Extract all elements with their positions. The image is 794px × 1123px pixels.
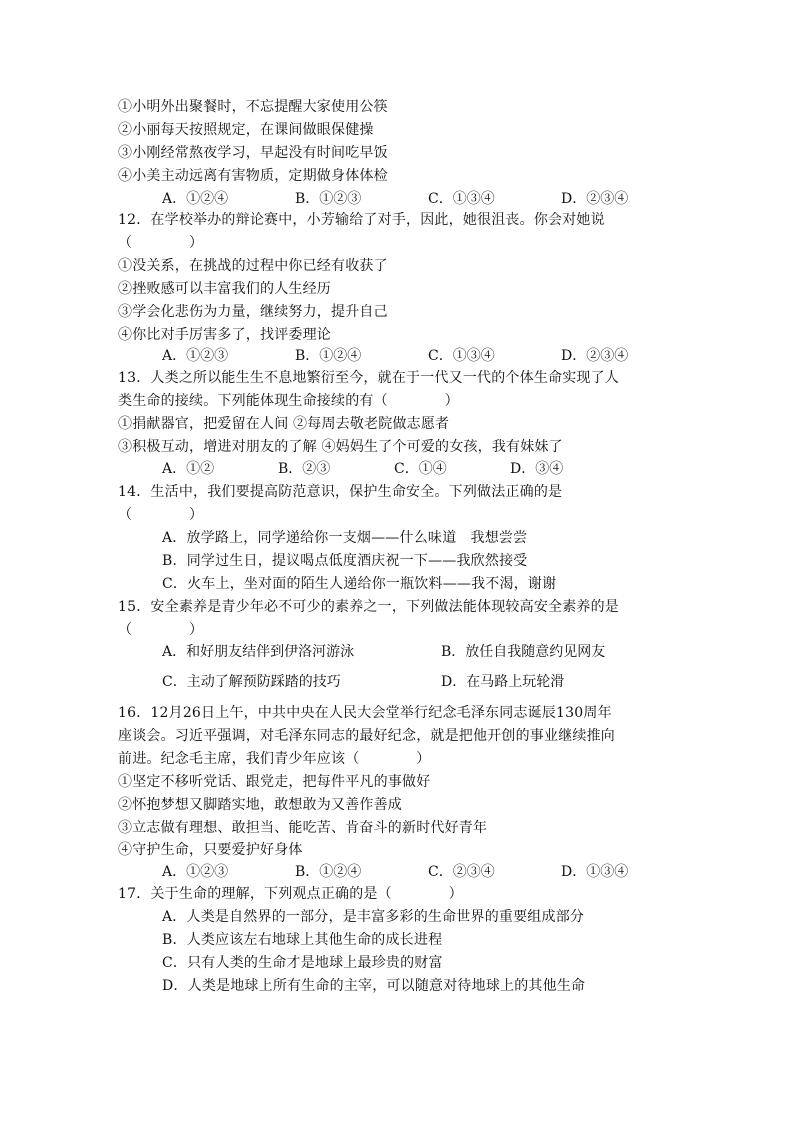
q12-item-3: ③学会化悲伤为力量，继续努力，提升自己 bbox=[118, 304, 388, 320]
q16-item-4: ④守护生命，只要爱护好身体 bbox=[118, 842, 303, 858]
q16-option-a: A．①②③ bbox=[162, 864, 229, 880]
q13-option-d: D．③④ bbox=[510, 461, 564, 477]
q15-option-b: B．放任自我随意约见网友 bbox=[441, 644, 606, 660]
q14-answer-blank: （ ） bbox=[118, 507, 204, 523]
q16-stem-line-2: 座谈会。习近平强调，对毛泽东同志的最好纪念，就是把他开创的事业继续推向 bbox=[118, 728, 615, 744]
q12-item-4: ④你比对手厉害多了，找评委理论 bbox=[118, 327, 331, 343]
q13-option-c: C．①④ bbox=[394, 461, 447, 477]
q13-stem-line-1: 13．人类之所以能生生不息地繁衍至今，就在于一代又一代的个体生命实现了人 bbox=[118, 370, 620, 386]
q13-stem-line-2: 类生命的接续。下列能体现生命接续的有（ ） bbox=[118, 393, 459, 409]
q13-items-line-1: ①捐献器官，把爱留在人间 ②每周去敬老院做志愿者 bbox=[118, 416, 450, 432]
q16-option-d: D．①③④ bbox=[561, 864, 629, 880]
q15-answer-blank: （ ） bbox=[118, 622, 204, 638]
q16-option-c: C．②③④ bbox=[428, 864, 495, 880]
q11-option-b: B．①②③ bbox=[295, 191, 362, 207]
q11-option-c: C．①③④ bbox=[428, 191, 495, 207]
q11-item-1: ①小明外出聚餐时，不忘提醒大家使用公筷 bbox=[118, 99, 388, 115]
q14-option-b: B．同学过生日，提议喝点低度酒庆祝一下——我欣然接受 bbox=[162, 553, 528, 569]
q16-item-2: ②怀抱梦想又脚踏实地，敢想敢为又善作善成 bbox=[118, 797, 402, 813]
q12-option-a: A．①②③ bbox=[162, 348, 229, 364]
q13-option-a: A．①② bbox=[162, 461, 215, 477]
q12-answer-blank: （ ） bbox=[118, 235, 204, 251]
q17-option-c: C．只有人类的生命才是地球上最珍贵的财富 bbox=[162, 955, 443, 971]
q12-option-b: B．①②④ bbox=[295, 348, 362, 364]
q17-option-d: D．人类是地球上所有生命的主宰，可以随意对待地球上的其他生命 bbox=[162, 978, 586, 994]
q15-option-c: C．主动了解预防踩踏的技巧 bbox=[162, 674, 341, 690]
q12-stem-line-1: 12．在学校举办的辩论赛中，小芳输给了对手，因此，她很沮丧。你会对她说 bbox=[118, 212, 605, 228]
q12-option-d: D．②③④ bbox=[561, 348, 629, 364]
q13-option-b: B．②③ bbox=[278, 461, 331, 477]
q15-option-d: D．在马路上玩轮滑 bbox=[441, 674, 565, 690]
q14-option-a: A．放学路上，同学递给你一支烟——什么味道 我想尝尝 bbox=[162, 530, 528, 546]
q12-item-2: ②挫败感可以丰富我们的人生经历 bbox=[118, 281, 331, 297]
q15-option-a: A．和好朋友结伴到伊洛河游泳 bbox=[162, 644, 355, 660]
q13-items-line-2: ③积极互动，增进对朋友的了解 ④妈妈生了个可爱的女孩，我有妹妹了 bbox=[118, 439, 563, 455]
q17-option-a: A．人类是自然界的一部分，是丰富多彩的生命世界的重要组成部分 bbox=[162, 909, 585, 925]
q17-stem: 17．关于生命的理解，下列观点正确的是（ ） bbox=[118, 886, 463, 902]
q11-option-a: A．①②④ bbox=[162, 191, 229, 207]
q16-item-1: ①坚定不移听党话、跟党走，把每件平凡的事做好 bbox=[118, 774, 431, 790]
q14-option-c: C．火车上，坐对面的陌生人递给你一瓶饮料——我不渴，谢谢 bbox=[162, 576, 557, 592]
q11-item-3: ③小刚经常熬夜学习，早起没有时间吃早饭 bbox=[118, 145, 388, 161]
q11-item-4: ④小美主动远离有害物质，定期做身体体检 bbox=[118, 168, 388, 184]
q16-option-b: B．①②④ bbox=[295, 864, 362, 880]
q16-stem-line-1: 16．12月26日上午，中共中央在人民大会堂举行纪念毛泽东同志诞辰130周年 bbox=[118, 705, 612, 721]
q14-stem-line-1: 14．生活中，我们要提高防范意识，保护生命安全。下列做法正确的是 bbox=[118, 484, 563, 500]
q12-option-c: C．①③④ bbox=[428, 348, 495, 364]
q12-item-1: ①没关系，在挑战的过程中你已经有收获了 bbox=[118, 258, 388, 274]
q11-item-2: ②小丽每天按照规定，在课间做眼保健操 bbox=[118, 122, 374, 138]
q16-item-3: ③立志做有理想、敢担当、能吃苦、肯奋斗的新时代好青年 bbox=[118, 820, 488, 836]
q15-stem-line-1: 15．安全素养是青少年必不可少的素养之一，下列做法能体现较高安全素养的是 bbox=[118, 599, 620, 615]
q16-stem-line-3: 前进。纪念毛主席，我们青少年应该（ ） bbox=[118, 751, 431, 767]
q17-option-b: B．人类应该左右地球上其他生命的成长进程 bbox=[162, 932, 443, 948]
q11-option-d: D．②③④ bbox=[561, 191, 629, 207]
